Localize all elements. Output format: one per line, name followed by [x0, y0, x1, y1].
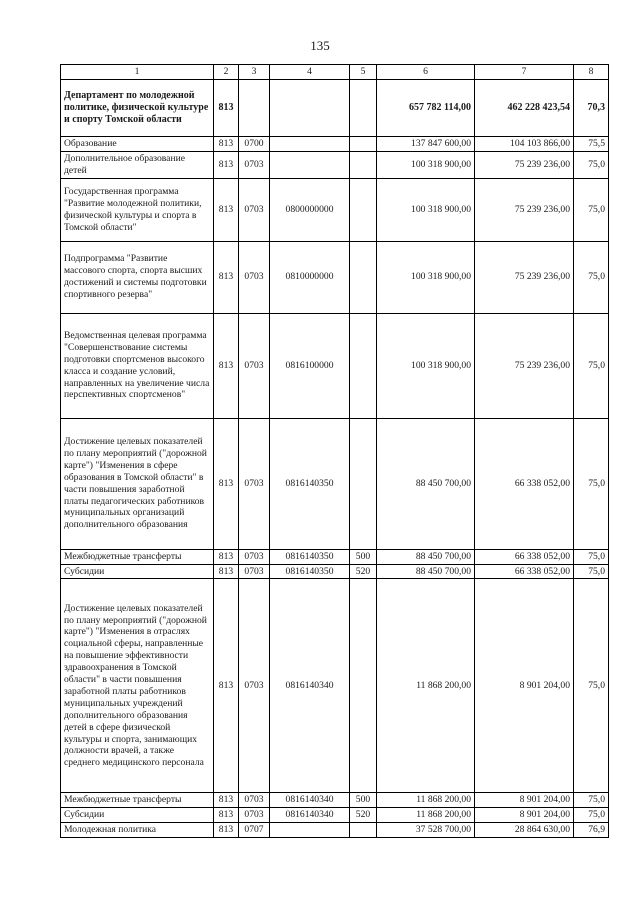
section-code: 0703	[239, 241, 270, 313]
execution-percent: 76,9	[574, 823, 609, 838]
execution-percent: 75,0	[574, 579, 609, 793]
actual-amount: 8 901 204,00	[475, 808, 574, 823]
execution-percent: 75,0	[574, 313, 609, 418]
header-cell: 2	[214, 65, 239, 80]
admin-code: 813	[214, 418, 239, 549]
target-code: 0810000000	[270, 241, 350, 313]
target-code: 0800000000	[270, 178, 350, 241]
budget-table	[60, 64, 609, 838]
admin-code: 813	[214, 808, 239, 823]
actual-amount: 104 103 866,00	[475, 136, 574, 151]
section-code: 0707	[239, 823, 270, 838]
expense-type-code	[350, 418, 377, 549]
table-row	[61, 418, 609, 549]
item-name: Межбюджетные трансферты	[61, 793, 214, 808]
plan-amount: 100 318 900,00	[377, 313, 475, 418]
expense-type-code: 520	[350, 808, 377, 823]
expense-type-code: 500	[350, 549, 377, 564]
item-name: Подпрограмма "Развитие массового спорта, спорта высших достижений и системы подготовки спортивного резерва"	[61, 241, 214, 313]
section-code: 0703	[239, 418, 270, 549]
header-row	[61, 65, 609, 80]
actual-amount: 66 338 052,00	[475, 418, 574, 549]
admin-code: 813	[214, 793, 239, 808]
actual-amount: 8 901 204,00	[475, 579, 574, 793]
actual-amount: 75 239 236,00	[475, 151, 574, 178]
item-name: Достижение целевых показателей по плану мероприятий ("дорожной карте") "Изменения в сфере образования в Томской области" в части повышения заработной платы педагогических работников муниципальных организаций дополнительного образования	[61, 418, 214, 549]
execution-percent: 75,0	[574, 793, 609, 808]
actual-amount: 66 338 052,00	[475, 564, 574, 579]
execution-percent: 75,0	[574, 549, 609, 564]
target-code: 0816140350	[270, 564, 350, 579]
item-name: Ведомственная целевая программа "Совершенствование системы подготовки спортсменов высокого класса и создание условий, направленных на увеличение числа перспективных спортсменов"	[61, 313, 214, 418]
actual-amount: 75 239 236,00	[475, 241, 574, 313]
execution-percent: 75,0	[574, 808, 609, 823]
table-row	[61, 136, 609, 151]
plan-amount: 88 450 700,00	[377, 418, 475, 549]
target-code: 0816100000	[270, 313, 350, 418]
table-row	[61, 823, 609, 838]
expense-type-code	[350, 151, 377, 178]
expense-type-code	[350, 313, 377, 418]
plan-amount: 100 318 900,00	[377, 151, 475, 178]
expense-type-code: 520	[350, 564, 377, 579]
target-code	[270, 151, 350, 178]
header-cell: 5	[350, 65, 377, 80]
plan-amount: 657 782 114,00	[377, 79, 475, 136]
item-name: Межбюджетные трансферты	[61, 549, 214, 564]
item-name: Образование	[61, 136, 214, 151]
section-code: 0703	[239, 579, 270, 793]
table-row	[61, 564, 609, 579]
table-row	[61, 808, 609, 823]
actual-amount: 28 864 630,00	[475, 823, 574, 838]
section-code	[239, 79, 270, 136]
page-number: 135	[310, 38, 330, 53]
admin-code: 813	[214, 313, 239, 418]
admin-code: 813	[214, 579, 239, 793]
section-code: 0703	[239, 313, 270, 418]
header-cell: 1	[61, 65, 214, 80]
admin-code: 813	[214, 151, 239, 178]
plan-amount: 11 868 200,00	[377, 793, 475, 808]
execution-percent: 75,0	[574, 418, 609, 549]
plan-amount: 11 868 200,00	[377, 579, 475, 793]
plan-amount: 11 868 200,00	[377, 808, 475, 823]
actual-amount: 75 239 236,00	[475, 178, 574, 241]
section-code: 0700	[239, 136, 270, 151]
section-code: 0703	[239, 178, 270, 241]
table-row	[61, 313, 609, 418]
table-row	[61, 151, 609, 178]
plan-amount: 37 528 700,00	[377, 823, 475, 838]
admin-code: 813	[214, 136, 239, 151]
expense-type-code	[350, 136, 377, 151]
target-code: 0816140340	[270, 579, 350, 793]
expense-type-code	[350, 823, 377, 838]
header-cell: 3	[239, 65, 270, 80]
header-cell: 7	[475, 65, 574, 80]
item-name: Дополнительное образование детей	[61, 151, 214, 178]
admin-code: 813	[214, 178, 239, 241]
header-cell: 4	[270, 65, 350, 80]
item-name: Субсидии	[61, 808, 214, 823]
plan-amount: 88 450 700,00	[377, 549, 475, 564]
table-row	[61, 793, 609, 808]
execution-percent: 75,0	[574, 241, 609, 313]
table-row	[61, 241, 609, 313]
expense-type-code	[350, 178, 377, 241]
section-code: 0703	[239, 151, 270, 178]
target-code	[270, 823, 350, 838]
table-row	[61, 79, 609, 136]
execution-percent: 75,0	[574, 564, 609, 579]
actual-amount: 75 239 236,00	[475, 313, 574, 418]
table-row	[61, 549, 609, 564]
section-code: 0703	[239, 564, 270, 579]
admin-code: 813	[214, 549, 239, 564]
plan-amount: 100 318 900,00	[377, 178, 475, 241]
execution-percent: 75,0	[574, 151, 609, 178]
item-name: Молодежная политика	[61, 823, 214, 838]
header-cell: 6	[377, 65, 475, 80]
section-code: 0703	[239, 808, 270, 823]
expense-type-code	[350, 579, 377, 793]
header-cell: 8	[574, 65, 609, 80]
item-name: Достижение целевых показателей по плану мероприятий ("дорожной карте") "Изменения в отраслях социальной сферы, направленные на повышение эффективности здравоохранения в Томской области" в части повышения заработной платы работников муниципальных учреждений дополнительного образования детей в сфере физической культуры и спорта, занимающих должности врачей, а также среднего медицинского персонала	[61, 579, 214, 793]
item-name: Департамент по молодежной политике, физической культуре и спорту Томской области	[61, 79, 214, 136]
target-code: 0816140340	[270, 793, 350, 808]
section-code: 0703	[239, 793, 270, 808]
item-name: Государственная программа "Развитие молодежной политики, физической культуры и спорта в Томской области"	[61, 178, 214, 241]
execution-percent: 75,0	[574, 178, 609, 241]
actual-amount: 462 228 423,54	[475, 79, 574, 136]
table-row	[61, 579, 609, 793]
expense-type-code	[350, 241, 377, 313]
section-code: 0703	[239, 549, 270, 564]
plan-amount: 137 847 600,00	[377, 136, 475, 151]
plan-amount: 100 318 900,00	[377, 241, 475, 313]
admin-code: 813	[214, 79, 239, 136]
target-code: 0816140350	[270, 549, 350, 564]
target-code: 0816140350	[270, 418, 350, 549]
admin-code: 813	[214, 564, 239, 579]
actual-amount: 8 901 204,00	[475, 793, 574, 808]
plan-amount: 88 450 700,00	[377, 564, 475, 579]
target-code: 0816140340	[270, 808, 350, 823]
target-code	[270, 136, 350, 151]
expense-type-code	[350, 79, 377, 136]
execution-percent: 70,3	[574, 79, 609, 136]
admin-code: 813	[214, 823, 239, 838]
item-name: Субсидии	[61, 564, 214, 579]
expense-type-code: 500	[350, 793, 377, 808]
execution-percent: 75,5	[574, 136, 609, 151]
actual-amount: 66 338 052,00	[475, 549, 574, 564]
target-code	[270, 79, 350, 136]
table-row	[61, 178, 609, 241]
admin-code: 813	[214, 241, 239, 313]
